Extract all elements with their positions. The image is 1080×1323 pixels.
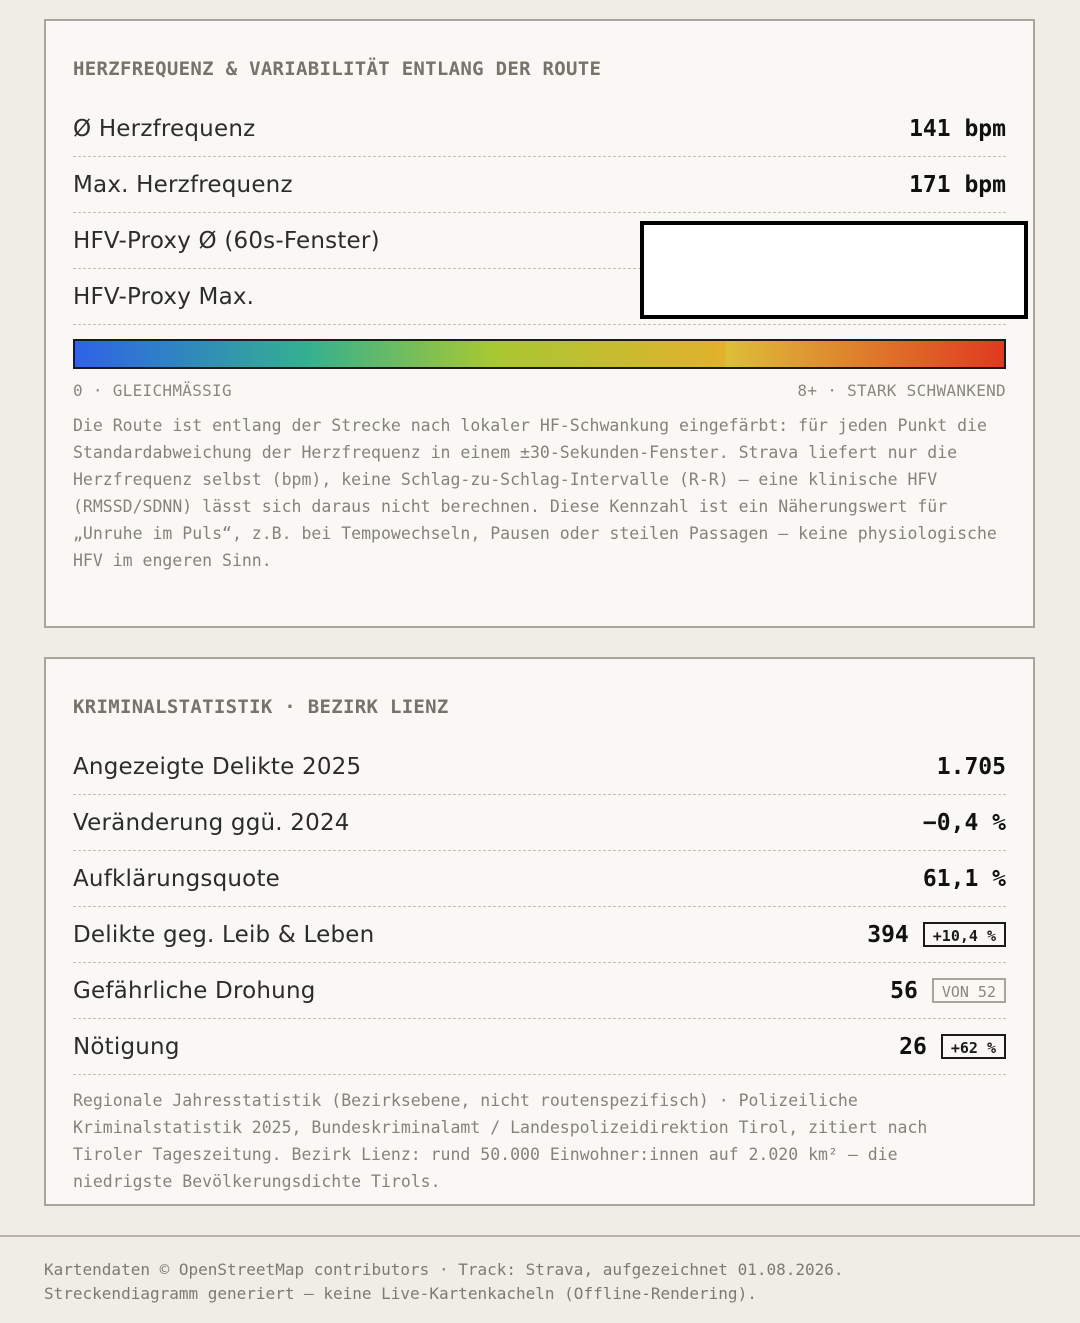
change-badge: +62 % <box>941 1034 1006 1059</box>
crime-card-title: KRIMINALSTATISTIK · BEZIRK LIENZ <box>73 696 449 718</box>
metric-value: 394 <box>867 921 909 948</box>
metric-label: Gefährliche Drohung <box>73 977 316 1004</box>
metric-label: Delikte geg. Leib & Leben <box>73 921 375 948</box>
metric-label: Nötigung <box>73 1033 180 1060</box>
crime-row-total <box>73 739 1006 795</box>
footer-rendering-note: Streckendiagramm generiert — keine Live-Kartenkacheln (Offline-Rendering). <box>44 1284 757 1303</box>
crime-row-coercion <box>73 1019 1006 1075</box>
change-badge: +10,4 % <box>923 922 1006 947</box>
crime-row-clearance <box>73 851 1006 907</box>
hr-card-title: HERZFREQUENZ & VARIABILITÄT ENTLANG DER ROUTE <box>73 58 602 80</box>
metric-value: 1.705 <box>936 753 1006 780</box>
metric-value: 56 <box>890 977 918 1004</box>
redaction-box <box>640 221 1028 319</box>
metric-value: −0,4 % <box>922 809 1006 836</box>
hr-row-max <box>73 157 1006 213</box>
crime-statistics-card <box>44 657 1035 1206</box>
metric-label: Veränderung ggü. 2024 <box>73 809 350 836</box>
crime-row-bodily-harm <box>73 907 1006 963</box>
crime-source-note: Regionale Jahresstatistik (Bezirksebene, nicht routenspezifisch) · Polizeiliche Kriminalstatistik 2025, Bundeskriminalamt / Landespolizeidirektion Tirol, zitiert nach Tiroler Tageszeitung. Bezirk Lienz: rund 50.000 Einwohner:innen auf 2.020 km² — die niedrigste Bevölkerungsdichte Tirols. <box>73 1091 928 1191</box>
scale-min-label: 0 · GLEICHMÄSSIG <box>73 381 232 400</box>
scale-max-label: 8+ · STARK SCHWANKEND <box>797 381 1006 400</box>
metric-label: Ø Herzfrequenz <box>73 115 256 142</box>
metric-value: 26 <box>899 1033 927 1060</box>
metric-label: Angezeigte Delikte 2025 <box>73 753 362 780</box>
hr-description: Die Route ist entlang der Strecke nach lokaler HF-Schwankung eingefärbt: für jeden Punkt die Standardabweichung der Herzfrequenz in einem ±30-Sekunden-Fenster. Strava liefert nur die Herzfrequenz selbst (bpm), keine Schlag-zu-Schlag-Intervalle (R-R) — eine klinische HFV (RMSSD/SDNN) lässt sich daraus nicht berechnen. Diese Kennzahl ist ein Näherungswert für „Unruhe im Puls“, z.B. bei Tempowechseln, Pausen oder steilen Passagen — keine physiologische HFV im engeren Sinn. <box>73 416 997 570</box>
footer-attribution: Kartendaten © OpenStreetMap contributors · Track: Strava, aufgezeichnet 01.08.2026. <box>44 1260 844 1279</box>
metric-label: HFV-Proxy Max. <box>73 283 255 310</box>
metric-value: 171 bpm <box>909 171 1006 198</box>
color-scale-labels <box>73 381 1006 400</box>
metric-label: Max. Herzfrequenz <box>73 171 293 198</box>
crime-metrics-list <box>73 739 1006 1075</box>
footer-divider <box>0 1235 1080 1237</box>
crime-row-change <box>73 795 1006 851</box>
metric-value: 61,1 % <box>922 865 1006 892</box>
comparison-badge: VON 52 <box>932 978 1006 1003</box>
crime-row-threat <box>73 963 1006 1019</box>
hr-row-average <box>73 101 1006 157</box>
footer <box>44 1258 1044 1306</box>
metric-label: Aufklärungsquote <box>73 865 281 892</box>
metric-label: HFV-Proxy Ø (60s-Fenster) <box>73 227 380 254</box>
hrv-color-scale-bar <box>73 339 1006 369</box>
metric-value: 141 bpm <box>909 115 1006 142</box>
heart-rate-card <box>44 19 1035 628</box>
